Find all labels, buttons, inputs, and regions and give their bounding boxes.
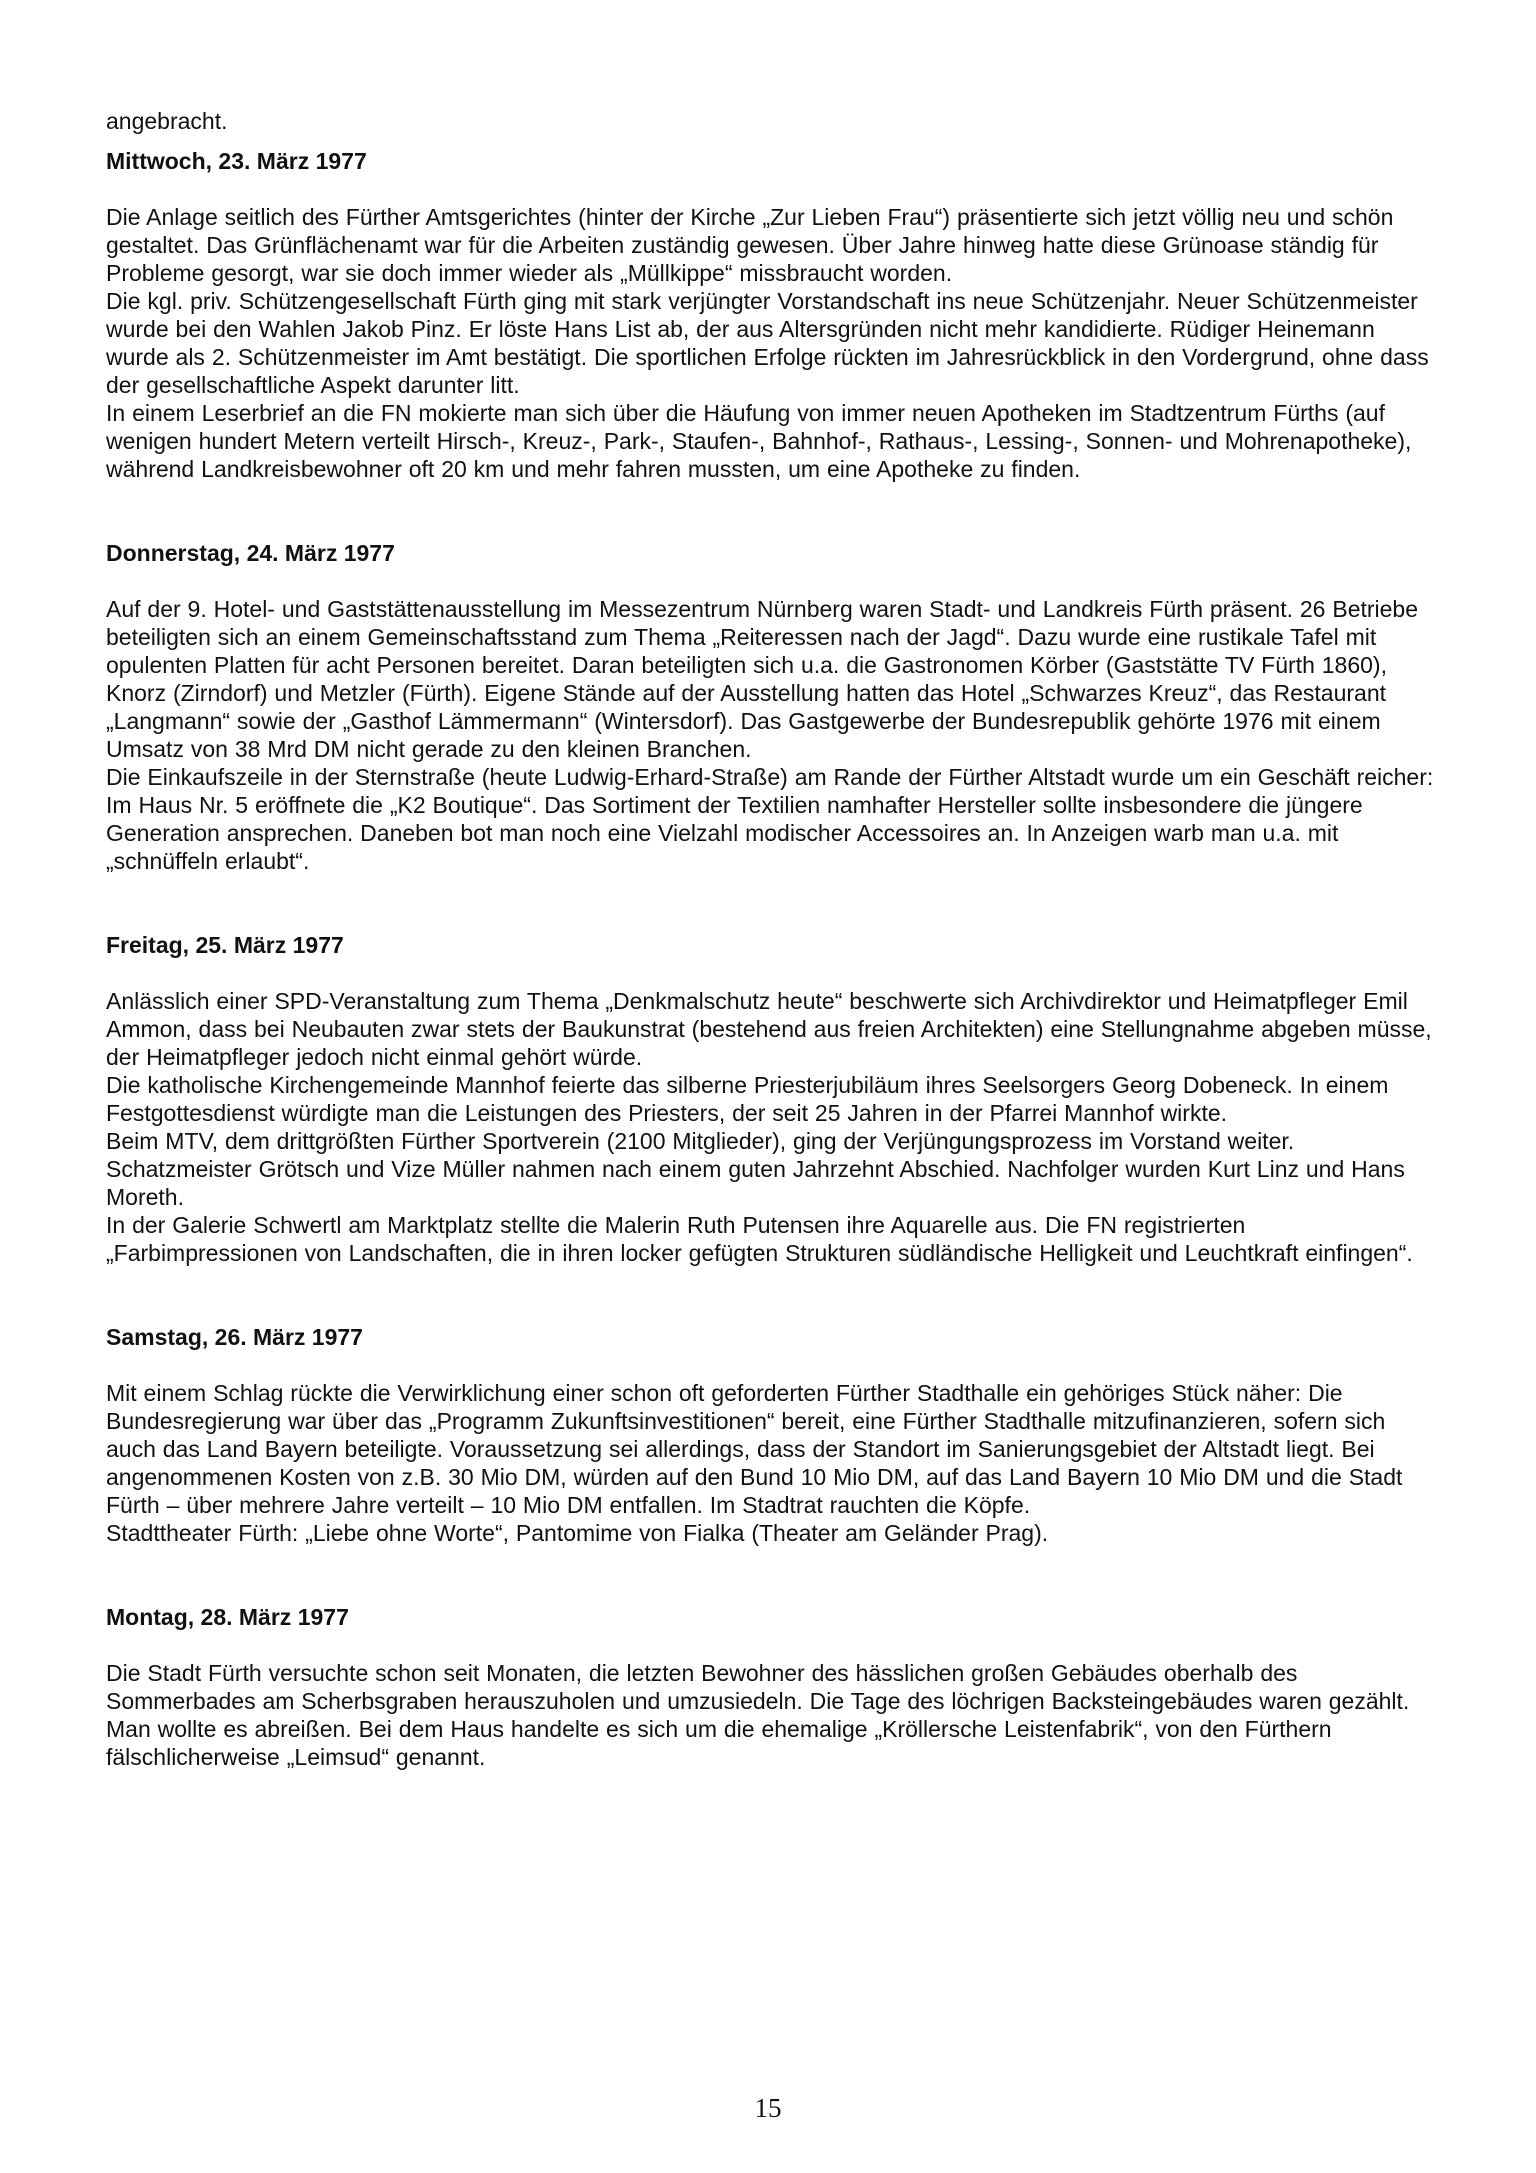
body-paragraph: In der Galerie Schwertl am Marktplatz stellte die Malerin Ruth Putensen ihre Aquarelle aus. Die FN registrierten „Farbimpressionen von Landschaften, die in ihren locker gefügten Strukturen südländische Helligkeit und Leuchtkraft einfingen“. <box>106 1212 1413 1266</box>
body-paragraph: Die kgl. priv. Schützengesellschaft Fürth ging mit stark verjüngter Vorstandschaft ins neue Schützenjahr. Neuer Schützenmeister wurde bei den Wahlen Jakob Pinz. Er löste Hans List ab, der aus Altersgründen nicht mehr kandidierte. Rüdiger Heinemann wurde als 2. Schützenmeister im Amt bestätigt. Die sportlichen Erfolge rückten im Jahresrückblick in den Vordergrund, ohne dass der gesellschaftliche Aspekt darunter litt. <box>106 288 1429 398</box>
section-heading: Freitag, 25. März 1977 <box>106 932 344 958</box>
section-donnerstag-24-maerz-1977 <box>106 539 1438 875</box>
section-samstag-26-maerz-1977 <box>106 1323 1438 1547</box>
body-paragraph: Die Stadt Fürth versuchte schon seit Monaten, die letzten Bewohner des hässlichen großen Gebäudes oberhalb des Sommerbades am Scherbsgraben herauszuholen und umzusiedeln. Die Tage des löchrigen Backsteingebäudes waren gezählt. Man wollte es abreißen. Bei dem Haus handelte es sich um die ehemalige „Kröllersche Leistenfabrik“, von den Fürthern fälschlicherweise „Leimsud“ genannt. <box>106 1660 1410 1770</box>
document-content <box>106 107 1438 1771</box>
section-heading: Mittwoch, 23. März 1977 <box>106 148 367 174</box>
paragraph-continuation: angebracht. <box>106 108 228 134</box>
body-paragraph: Anlässlich einer SPD-Veranstaltung zum Thema „Denkmalschutz heute“ beschwerte sich Archivdirektor und Heimatpfleger Emil Ammon, dass bei Neubauten zwar stets der Baukunstrat (bestehend aus freien Architekten) eine Stellungnahme abgeben müsse, der Heimatpfleger jedoch nicht einmal gehört würde. <box>106 988 1432 1070</box>
body-paragraph: In einem Leserbrief an die FN mokierte man sich über die Häufung von immer neuen Apotheken im Stadtzentrum Fürths (auf wenigen hundert Metern verteilt Hirsch-, Kreuz-, Park-, Staufen-, Bahnhof-, Rathaus-, Lessing-, Sonnen- und Mohrenapotheke), während Landkreisbewohner oft 20 km und mehr fahren mussten, um eine Apotheke zu finden. <box>106 400 1412 482</box>
body-paragraph: Stadttheater Fürth: „Liebe ohne Worte“, Pantomime von Fialka (Theater am Geländer Prag). <box>106 1520 1049 1546</box>
body-paragraph: Mit einem Schlag rückte die Verwirklichung einer schon oft geforderten Fürther Stadthalle ein gehöriges Stück näher: Die Bundesregierung war über das „Programm Zukunftsinvestitionen“ bereit, eine Fürther Stadthalle mitzufinanzieren, sofern sich auch das Land Bayern beteiligte. Voraussetzung sei allerdings, dass der Standort im Sanierungsgebiet der Altstadt liegt. Bei angenommenen Kosten von z.B. 30 Mio DM, würden auf den Bund 10 Mio DM, auf das Land Bayern 10 Mio DM und die Stadt Fürth – über mehrere Jahre verteilt – 10 Mio DM entfallen. Im Stadtrat rauchten die Köpfe. <box>106 1380 1403 1518</box>
body-paragraph: Beim MTV, dem drittgrößten Fürther Sportverein (2100 Mitglieder), ging der Verjüngungsprozess im Vorstand weiter. Schatzmeister Grötsch und Vize Müller nahmen nach einem guten Jahrzehnt Abschied. Nachfolger wurden Kurt Linz und Hans Moreth. <box>106 1128 1405 1210</box>
section-freitag-25-maerz-1977 <box>106 931 1438 1267</box>
section-mittwoch-23-maerz-1977 <box>106 147 1438 483</box>
section-heading: Samstag, 26. März 1977 <box>106 1324 363 1350</box>
body-paragraph: Auf der 9. Hotel- und Gaststättenausstellung im Messezentrum Nürnberg waren Stadt- und Landkreis Fürth präsent. 26 Betriebe beteiligten sich an einem Gemeinschaftsstand zum Thema „Reiteressen nach der Jagd“. Dazu wurde eine rustikale Tafel mit opulenten Platten für acht Personen bereitet. Daran beteiligten sich u.a. die Gastronomen Körber (Gaststätte TV Fürth 1860), Knorz (Zirndorf) und Metzler (Fürth). Eigene Stände auf der Ausstellung hatten das Hotel „Schwarzes Kreuz“, das Restaurant „Langmann“ sowie der „Gasthof Lämmermann“ (Wintersdorf). Das Gastgewerbe der Bundesrepublik gehörte 1976 mit einem Umsatz von 38 Mrd DM nicht gerade zu den kleinen Branchen. <box>106 596 1419 762</box>
page-number: 15 <box>754 2093 782 2123</box>
body-paragraph: Die katholische Kirchengemeinde Mannhof feierte das silberne Priesterjubiläum ihres Seelsorgers Georg Dobeneck. In einem Festgottesdienst würdigte man die Leistungen des Priesters, der seit 25 Jahren in der Pfarrei Mannhof wirkte. <box>106 1072 1389 1126</box>
section-montag-28-maerz-1977 <box>106 1603 1438 1771</box>
section-heading: Donnerstag, 24. März 1977 <box>106 540 395 566</box>
body-paragraph: Die Einkaufszeile in der Sternstraße (heute Ludwig-Erhard-Straße) am Rande der Fürther Altstadt wurde um ein Geschäft reicher: Im Haus Nr. 5 eröffnete die „K2 Boutique“. Das Sortiment der Textilien namhafter Hersteller sollte insbesondere die jüngere Generation ansprechen. Daneben bot man noch eine Vielzahl modischer Accessoires an. In Anzeigen warb man u.a. mit „schnüffeln erlaubt“. <box>106 764 1434 874</box>
body-paragraph: Die Anlage seitlich des Fürther Amtsgerichtes (hinter der Kirche „Zur Lieben Frau“) präsentierte sich jetzt völlig neu und schön gestaltet. Das Grünflächenamt war für die Arbeiten zuständig gewesen. Über Jahre hinweg hatte diese Grünoase ständig für Probleme gesorgt, war sie doch immer wieder als „Müllkippe“ missbraucht worden. <box>106 204 1394 286</box>
section-heading: Montag, 28. März 1977 <box>106 1604 349 1630</box>
